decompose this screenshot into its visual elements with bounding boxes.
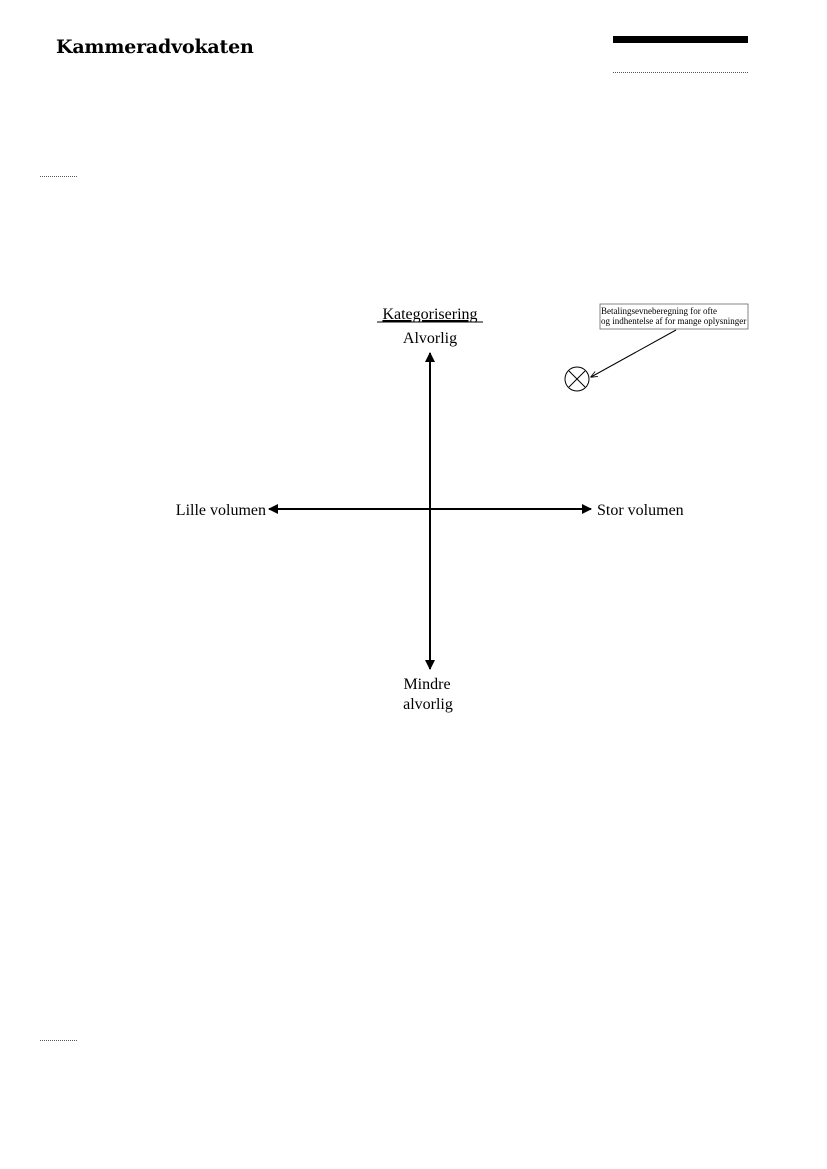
axis-label-top: Alvorlig bbox=[402, 330, 458, 347]
callout-text-line2: og indhentelse af for mange oplysninger bbox=[601, 316, 747, 326]
axis-label-bottom-line1: Mindre bbox=[403, 676, 451, 693]
callout-text-line1: Betalingsevneberegning for ofte bbox=[601, 306, 717, 316]
axis-label-bottom-line2: alvorlig bbox=[403, 696, 453, 713]
axis-label-left: Lille volumen bbox=[175, 502, 266, 519]
brand-name: Kammeradvokaten bbox=[56, 36, 254, 58]
circled-x-icon bbox=[565, 367, 589, 391]
callout-pointer-arrow bbox=[591, 330, 676, 377]
diagram-title: Kategorisering bbox=[382, 306, 478, 323]
axis-label-right: Stor volumen bbox=[597, 502, 684, 519]
